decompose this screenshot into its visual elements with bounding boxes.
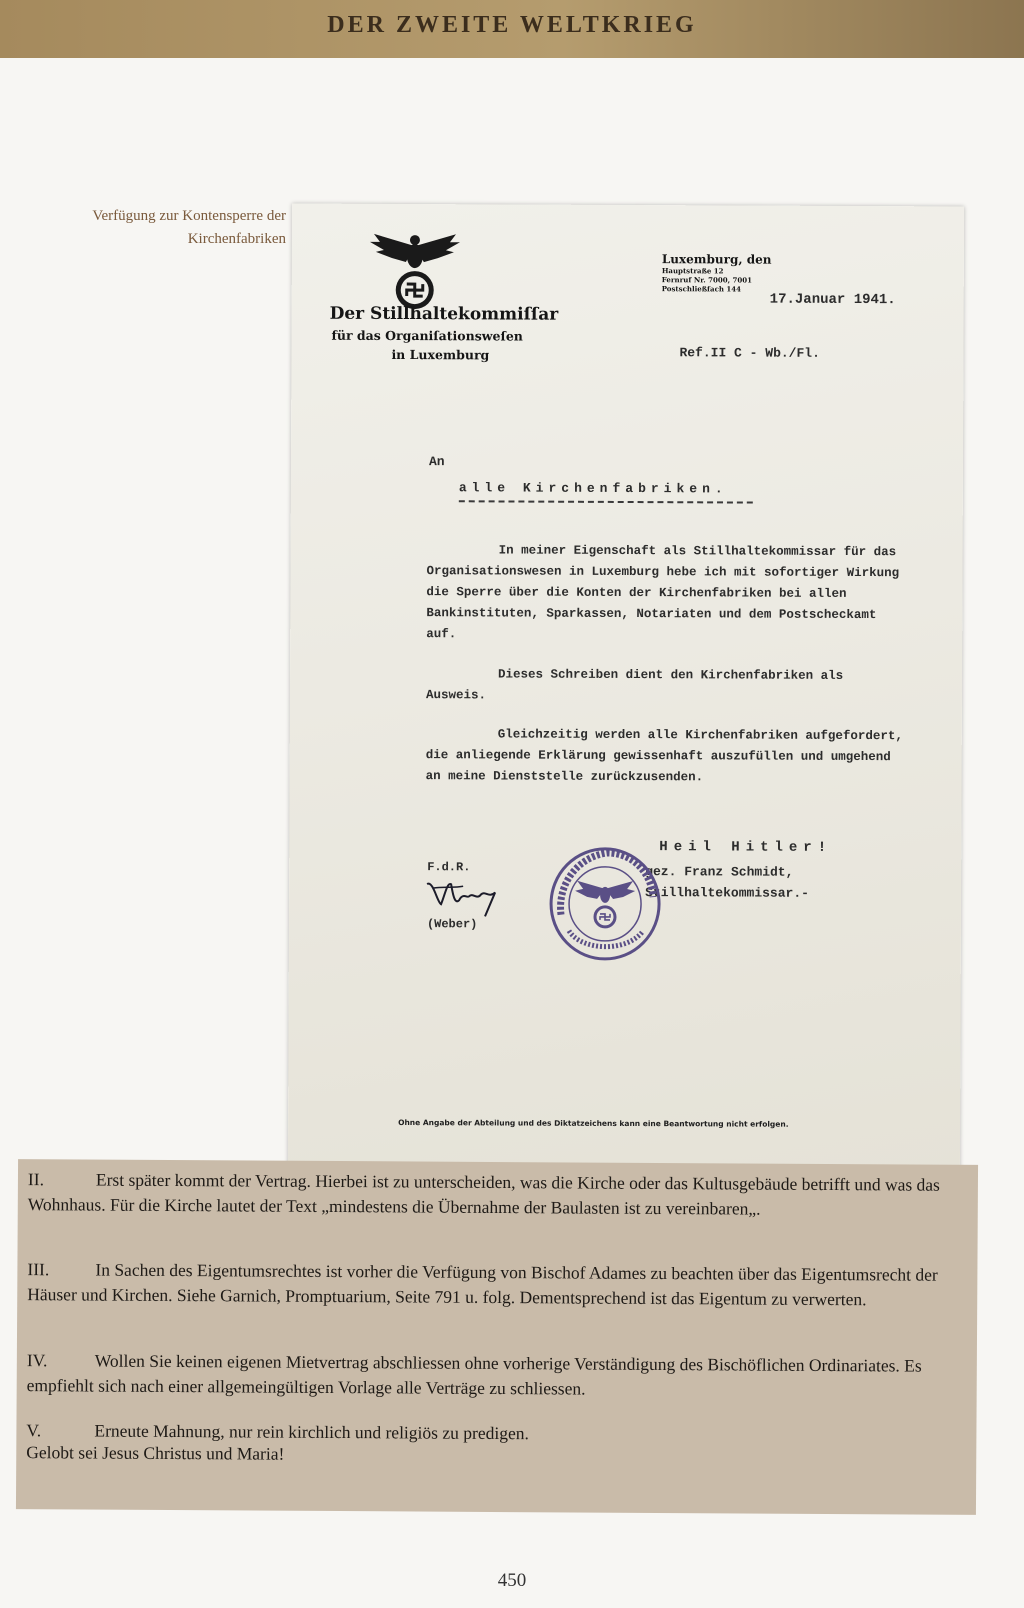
official-stamp-icon (547, 845, 664, 964)
fdr-note: F.d.R. (427, 860, 471, 875)
item-text: Erneute Mahnung, nur rein kirchlich und religiös zu predigen. (94, 1420, 529, 1444)
header-band (0, 0, 1024, 58)
letterhead-address (662, 253, 772, 293)
signatory-block (645, 861, 809, 904)
commentary-closing: Gelobt sei Jesus Christus und Maria! (26, 1442, 285, 1464)
item-text: Erst später kommt der Vertrag. Hierbei ist zu unterscheiden, was die Kirche oder das Kultusgebäude betrifft und was das Wohnhaus. Für die Kirche lautet der Text „mindestens die Übernahme der Baulasten ist zu vereinbaren„. (27, 1169, 940, 1219)
caption-line-2: Kirchenfabriken (187, 231, 286, 247)
org-location: in Luxemburg (391, 346, 490, 363)
street-line: Hauptstraße 12 (661, 266, 724, 276)
closing-greeting: Heil Hitler! (659, 839, 833, 856)
org-subtitle: für das Organiſationsweſen (331, 327, 523, 344)
chapter-title: DER ZWEITE WELTKRIEG (327, 12, 697, 38)
handwritten-signature-icon (423, 874, 503, 920)
item-number: III. (27, 1259, 50, 1280)
addressee: alle Kirchenfabriken. (458, 480, 728, 497)
weber-name: (Weber) (426, 917, 478, 932)
item-number: II. (27, 1169, 45, 1190)
commentary-item-3 (27, 1257, 962, 1313)
page-number: 450 (497, 1570, 527, 1591)
phone-line: Fernruf Nr. 7000, 7001 (661, 275, 753, 285)
signatory-title: Stillhaltekommissar.- (645, 885, 809, 901)
reference-number: Ref.II C - Wb./Fl. (679, 345, 820, 361)
addressee-underline (459, 500, 753, 503)
item-number: V. (26, 1420, 42, 1441)
letter-footer-note: Ohne Angabe der Abteilung und des Diktatzeichens kann eine Beantwortung nicht erfolgen. (398, 1118, 789, 1129)
postbox-line: Postschließfach 144 (661, 284, 742, 294)
figure-caption (56, 205, 286, 251)
commentary-item-2 (28, 1167, 963, 1223)
paragraph-1-text: In meiner Eigenschaft als Stillhaltekommissar für das Organisationswesen in Luxemburg hebe ich mit sofortiger Wirkung die Sperre über die Konten der Kirchenfabriken bei allen Bankinstituten, Sparkassen, Notariaten und dem Postscheckamt auf. (426, 543, 900, 642)
item-text: In Sachen des Eigentumsrechtes ist vorher die Verfügung von Bischof Adames zu beachten über das Eigentumsrecht der Häuser und Kirchen. Siehe Garnich, Promptuarium, Seite 791 u. folg. Dementsprechend ist das Eigentum zu verwerten. (27, 1259, 938, 1310)
salutation: An (428, 454, 445, 470)
place-line: Luxemburg, den (661, 252, 772, 267)
item-text: Wollen Sie keinen eigenen Mietvertrag abschliessen ohne vorherige Verständigung des Bischöflichen Ordinariates. Es empfiehlt sich nach einer allgemeingültigen Vorlage alle Verträge zu schliessen. (26, 1350, 922, 1399)
letter-paragraph-3 (426, 724, 906, 789)
commentary-item-4 (27, 1348, 962, 1404)
caption-line-1: Verfügung zur Kontensperre der (92, 208, 286, 224)
paragraph-3-text: Gleichzeitig werden alle Kirchenfabriken aufgefordert, die anliegende Erklärung gewissenhaft auszufüllen und umgehend an meine Dienststelle zurückzusenden. (425, 727, 903, 785)
commentary-box (16, 1159, 978, 1515)
item-number: IV. (26, 1350, 48, 1371)
signatory-name: gez. Franz Schmidt, (645, 864, 794, 880)
org-name: Der Stillhaltekommiſſar (329, 303, 559, 325)
letter-paragraph-1 (426, 540, 906, 647)
paragraph-2-text: Dieses Schreiben dient den Kirchenfabriken als Ausweis. (425, 667, 844, 703)
letter-paragraph-2 (426, 664, 906, 708)
letter-date: 17.Januar 1941. (769, 291, 896, 309)
scanned-letter (288, 204, 964, 1175)
